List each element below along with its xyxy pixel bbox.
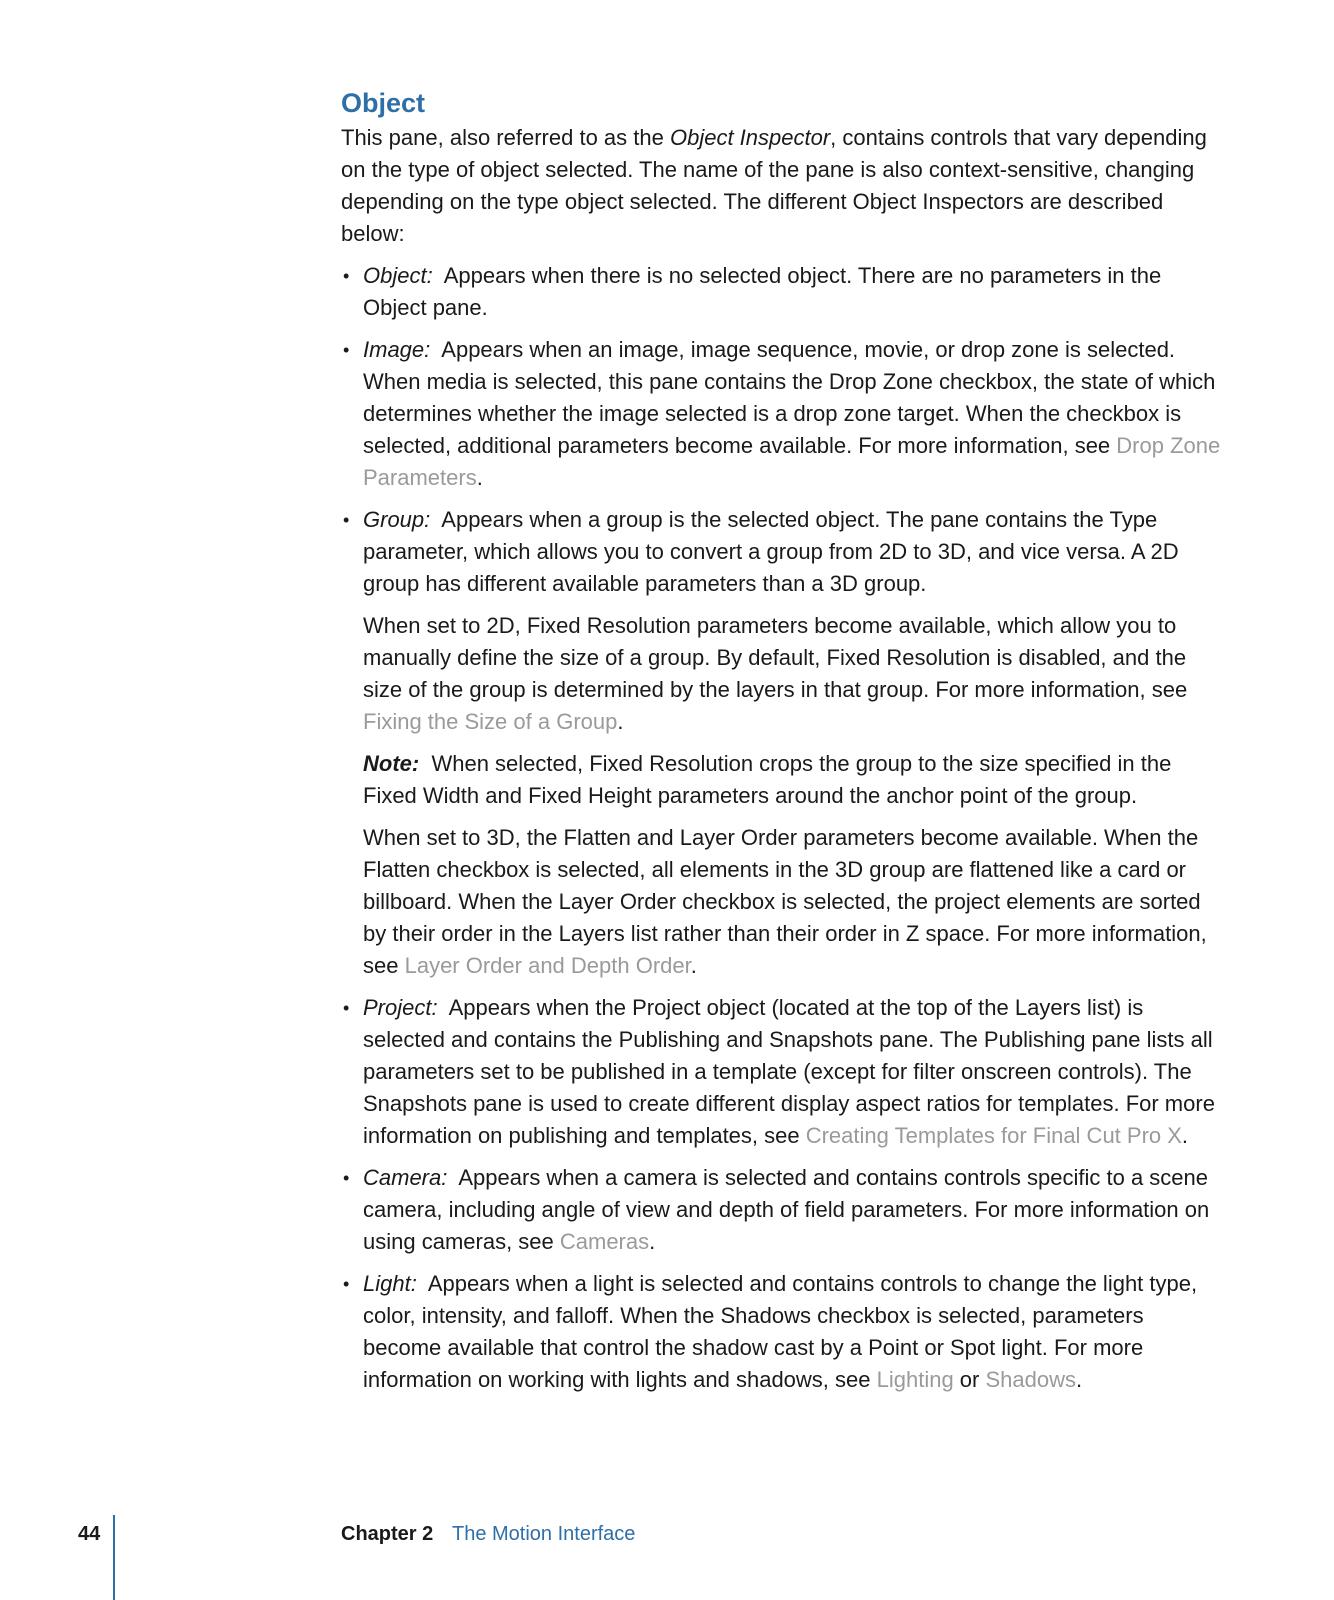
- or-text: or: [953, 1367, 986, 1392]
- bullet: •: [343, 340, 350, 360]
- item-text-project: Appears when the Project object (located at the top of the Layers list) is selected and contains the Publishing and Snapshots pane. The Publishing pane lists all parameters set to be published in a template (except for filter onscreen controls). The Snapshots pane is used to create different display aspect ratios for templates. For more information on publishing and templates, see: [363, 995, 1215, 1148]
- note-label: Note:: [363, 751, 420, 776]
- inspector-list: [341, 260, 1221, 1396]
- intro-italic-term: Object Inspector: [669, 125, 831, 150]
- item-label-project: Project:: [363, 995, 438, 1020]
- intro-text-end: , contains controls that vary depending on the type of object selected. The name of the pane is also context-sensitive, changing depending on the type object selected. The different Object Inspectors are described below:: [341, 125, 1207, 246]
- page-number: 44: [78, 1523, 101, 1545]
- list-item-group: [341, 504, 1221, 982]
- link-drop-zone-parameters[interactable]: Drop Zone Parameters: [363, 433, 1221, 490]
- intro-paragraph: [341, 122, 1221, 250]
- intro-text-start: This pane, also referred to as the: [341, 125, 670, 150]
- bullet: •: [343, 510, 350, 530]
- note-text: When selected, Fixed Resolution crops the group to the size specified in the Fixed Width and Fixed Height parameters around the anchor point of the group.: [363, 751, 1172, 808]
- list-item-camera: [341, 1162, 1221, 1258]
- list-item-project: [341, 992, 1221, 1152]
- chapter-title: The Motion Interface: [452, 1523, 636, 1545]
- link-cameras[interactable]: Cameras: [559, 1229, 650, 1254]
- item-label-object: Object:: [363, 263, 433, 288]
- item-text-image: Appears when an image, image sequence, movie, or drop zone is selected. When media is selected, this pane contains the Drop Zone checkbox, the state of which determines whether the image selected is a drop zone target. When the checkbox is selected, additional parameters become available. For more information, see: [363, 337, 1216, 458]
- period: .: [1076, 1367, 1083, 1392]
- page-footer: [0, 1515, 1334, 1600]
- bullet: •: [343, 1274, 350, 1294]
- item-text-object: Appears when there is no selected object. There are no parameters in the Object pane.: [363, 263, 1162, 320]
- item-label-group: Group:: [363, 507, 431, 532]
- item-text-light: Appears when a light is selected and contains controls to change the light type, color, intensity, and falloff. When the Shadows checkbox is selected, parameters become available that control the shadow cast by a Point or Spot light. For more information on working with lights and shadows, see: [363, 1271, 1198, 1392]
- link-fixing-size-of-group[interactable]: Fixing the Size of a Group: [363, 709, 618, 734]
- item-label-light: Light:: [363, 1271, 417, 1296]
- group-2d-paragraph: [363, 610, 1221, 738]
- link-layer-order-depth-order[interactable]: Layer Order and Depth Order: [404, 953, 691, 978]
- link-lighting[interactable]: Lighting: [876, 1367, 954, 1392]
- period: .: [1181, 1123, 1189, 1148]
- item-label-image: Image:: [363, 337, 431, 362]
- item-text-group: Appears when a group is the selected object. The pane contains the Type parameter, which allows you to convert a group from 2D to 3D, and vice versa. A 2D group has different available parameters than a 3D group.: [363, 507, 1179, 596]
- period: .: [476, 465, 483, 490]
- period: .: [649, 1229, 656, 1254]
- group-note-paragraph: [363, 748, 1221, 812]
- period: .: [690, 953, 697, 978]
- section-title: Object: [341, 88, 426, 118]
- list-item-light: [341, 1268, 1221, 1396]
- footer-divider: [113, 1515, 115, 1600]
- bullet: •: [343, 266, 350, 286]
- period: .: [617, 709, 624, 734]
- link-creating-templates[interactable]: Creating Templates for Final Cut Pro X: [805, 1123, 1182, 1148]
- page-content: [341, 86, 1221, 1406]
- list-item-image: [341, 334, 1221, 494]
- link-shadows[interactable]: Shadows: [985, 1367, 1076, 1392]
- bullet: •: [343, 998, 350, 1018]
- bullet: •: [343, 1168, 350, 1188]
- group-2d-text: When set to 2D, Fixed Resolution parameters become available, which allow you to manually define the size of a group. By default, Fixed Resolution is disabled, and the size of the group is determined by the layers in that group. For more information, see: [363, 613, 1188, 702]
- group-3d-paragraph: [363, 822, 1221, 982]
- list-item-object: [341, 260, 1221, 324]
- group-3d-text: When set to 3D, the Flatten and Layer Order parameters become available. When the Flatten checkbox is selected, all elements in the 3D group are flattened like a card or billboard. When the Layer Order checkbox is selected, the project elements are sorted by their order in the Layers list rather than their order in Z space. For more information, see: [363, 825, 1207, 978]
- item-label-camera: Camera:: [363, 1165, 448, 1190]
- item-text-camera: Appears when a camera is selected and contains controls specific to a scene camera, including angle of view and depth of field parameters. For more information on using cameras, see: [363, 1165, 1210, 1254]
- chapter-label: Chapter 2: [341, 1523, 434, 1545]
